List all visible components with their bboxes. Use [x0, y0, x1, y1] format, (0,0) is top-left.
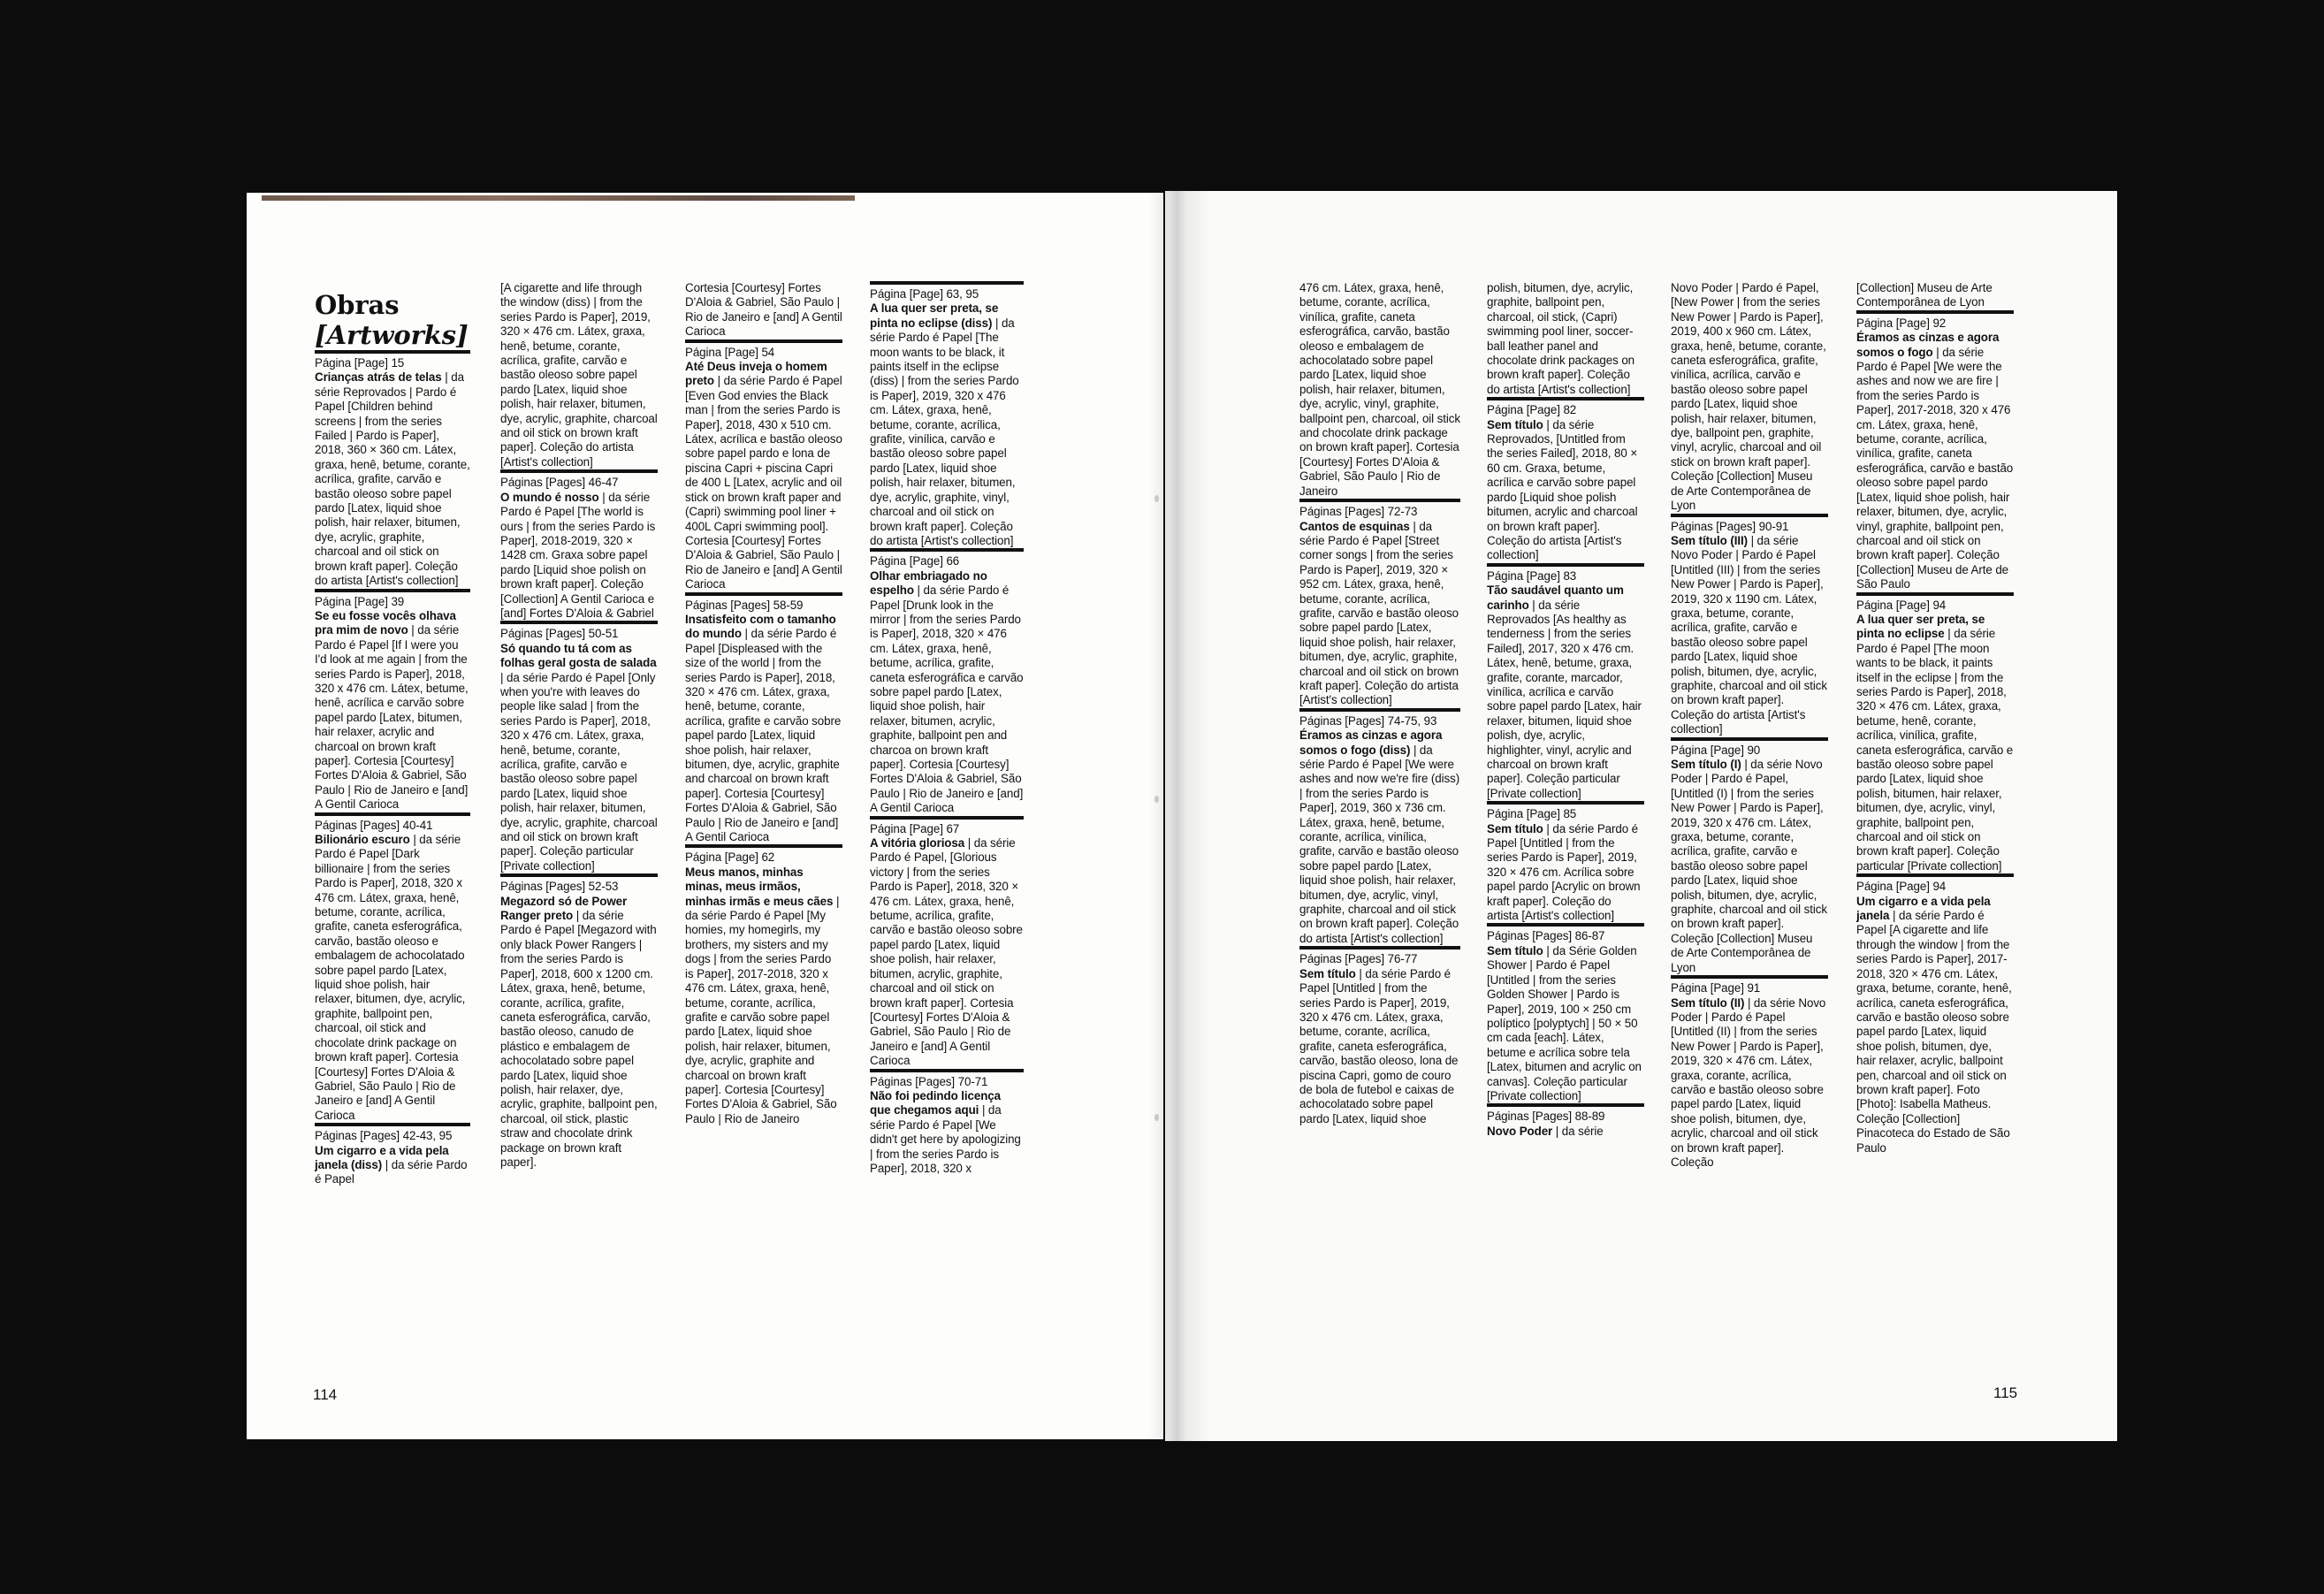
artwork-entry [870, 548, 1024, 815]
entry-description: | da série Pardo é Papel [Displeased with the size of the world | from the series Pardo is Paper], 2018, 320 × 476 cm. Látex, graxa, henê, betume, corante, acrílica, grafite e carvão sobre papel pardo [Latex, liquid shoe polish, hair relaxer, bitumen, dye, acrylic, graphite and charcoal on brown kraft paper]. Cortesia [Courtesy] Fortes D'Aloia & Gabriel, São Paulo | Rio de Janeiro e [and] A Gentil Carioca [685, 627, 842, 844]
artwork-entry [500, 621, 658, 873]
entry-page-reference: Páginas [Pages] 42-43, 95 [315, 1129, 453, 1143]
artwork-entry [500, 873, 658, 1170]
entry-description: | da série Pardo é Papel [315, 1157, 468, 1186]
entry-description: | da série Pardo é Papel [Even God envies the Black man | from the series Pardo is Paper], 2018, 430 x 510 cm. Látex, acrílica e bastão oleoso sobre papel pardo e lona de piscina Capri + piscina Capri de 400 L [Latex, acrylic and oil stick on brown kraft paper and (Capri) swimming pool liner + 400L Capri swimming pool]. Cortesia [Courtesy] Fortes D'Aloia & Gabriel, São Paulo | Rio de Janeiro e [and] A Gentil Carioca [685, 374, 842, 591]
artwork-entry [685, 281, 842, 339]
artwork-entry [1299, 946, 1460, 1126]
artwork-entry [1487, 923, 1644, 1103]
artwork-entry [315, 350, 470, 589]
artwork-entry [1487, 397, 1644, 562]
entry-artwork-title: A lua quer ser preta, se pinta no eclipse [1856, 612, 1985, 641]
binding-hole [1154, 1114, 1159, 1121]
entry-description: | da Série Golden Shower | Pardo é Papel [Untitled | from the series Golden Shower | Pardo is Paper], 2019, 100 × 250 cm políptico [polyptych] | 50 × 50 cm cada [each]. Látex, betume e acrílica sobre tela [Latex, bitumen and acrylic on canvas]. Coleção particular [Private collection] [1487, 943, 1642, 1102]
entry-page-reference: Página [Page] 54 [685, 345, 775, 359]
text-column [1487, 281, 1644, 1139]
entry-artwork-title: Sem título [1487, 417, 1543, 431]
entry-page-reference: Página [Page] 39 [315, 594, 405, 608]
entry-page-reference: Páginas [Pages] 58-59 [685, 598, 804, 612]
entry-description: | da série Pardo é Papel [We were the ashes and now we are fire | from the series Pardo is Paper], 2017-2018, 320 x 476 cm. Látex, graxa, henê, betume, corante, acrílica, vinílica, grafite, caneta esferográfica, carvão e bastão oleoso sobre papel pardo [Latex, liquid shoe polish, hair relaxer, bitumen, dye, acrylic, vinyl, graphite, ballpoint pen, charcoal and oil stick on brown kraft paper]. Coleção [Collection] Museu de Arte de São Paulo [1856, 345, 2014, 591]
entry-page-reference: Página [Page] 94 [1856, 880, 1947, 894]
entry-page-reference: Páginas [Pages] 72-73 [1299, 505, 1418, 519]
entry-artwork-title: Insatisfeito com o tamanho do mundo [685, 612, 836, 641]
text-column [870, 281, 1024, 1176]
text-column [315, 290, 470, 1187]
entry-artwork-title: Não foi pedindo licença que chegamos aqui [870, 1088, 1001, 1117]
entry-page-reference: Página [Page] 85 [1487, 807, 1577, 821]
entry-page-reference: Página [Page] 92 [1856, 316, 1947, 330]
artwork-entry [1856, 592, 2014, 874]
entry-artwork-title: Só quando tu tá com as folhas geral gosta de salada [500, 641, 657, 670]
section-title: Obras [315, 290, 400, 320]
text-column [1299, 281, 1460, 1126]
entry-page-reference: Página [Page] 91 [1671, 981, 1761, 995]
entry-description: | da série Pardo é Papel [The world is ours | from the series Pardo is Paper], 2018-2019, 320 × 1428 cm. Graxa sobre papel pardo [Liquid shoe polish on brown kraft paper]. Coleção [Collection] A Gentil Carioca e [and] Fortes D'Aloia & Gabriel [500, 490, 656, 620]
entry-artwork-title: Olhar embriagado no espelho [870, 568, 987, 598]
entry-description: | da série Pardo é Papel [We didn't get here by apologizing | from the series Pardo is Paper], 2018, 320 x [870, 1103, 1021, 1175]
entry-artwork-title: Um cigarro e a vida pela janela (diss) [315, 1143, 449, 1171]
entry-description: | da série Pardo é Papel [Dark billionaire | from the series Pardo is Paper], 2018, 320 x 476 cm. Látex, graxa, henê, betume, corante, acrílica, grafite, caneta esferográfica, carvão, bastão oleoso e embalagem de achocolatado sobre papel pardo [Latex, liquid shoe polish, hair relaxer, bitumen, dye, acrylic, graphite, ballpoint pen, charcoal, oil stick and chocolate drink package on brown kraft paper]. Cortesia [Courtesy] Fortes D'Aloia & Gabriel, São Paulo | Rio de Janeiro e [and] A Gentil Carioca [315, 833, 466, 1122]
artwork-entry [315, 589, 470, 812]
artwork-entry [1856, 873, 2014, 1155]
entry-artwork-title: Novo Poder [1487, 1124, 1553, 1138]
binding-hole [1154, 796, 1159, 803]
artwork-entry [1671, 737, 1828, 976]
entry-description: | da série Pardo é Papel, [Glorious victory | from the series Pardo is Paper], 2018, 320 × 476 cm. Látex, graxa, henê, betume, acrílica, grafite, carvão e bastão oleoso sobre papel pardo [Latex, liquid shoe polish, hair relaxer, bitumen, acrylic, graphite, charcoal and oil stick on brown kraft paper]. Cortesia [Courtesy] Fortes D'Aloia & Gabriel, São Paulo | Rio de Janeiro e [and] A Gentil Carioca [870, 836, 1023, 1068]
entry-description: Novo Poder | Pardo é Papel, [New Power | from the series New Power | Pardo is Paper], 2019, 400 x 960 cm. Látex, graxa, henê, betume, corante, caneta esferográfica, grafite, vinílica, acrílica, carvão e bastão oleoso sobre papel pardo [Latex, liquid shoe polish, hair relaxer, bitumen, dye, ballpoint pen, graphite, vinyl, acrylic, charcoal and oil stick on brown kraft paper]. Coleção [Collection] Museu de Arte Contemporânea de Lyon [1671, 281, 1826, 513]
entry-description: | da série [1555, 1124, 1604, 1138]
artwork-entry [1487, 563, 1644, 802]
entry-artwork-title: Sem título (II) [1671, 995, 1745, 1010]
artwork-entry [1299, 499, 1460, 708]
entry-page-reference: Páginas [Pages] 70-71 [870, 1074, 988, 1088]
entry-description: [A cigarette and life through the window (diss) | from the series Pardo is Paper], 2019, 320 × 476 cm. Látex, graxa, henê, betume, corante, acrílica, grafite, carvão e bastão oleoso sobre papel pardo [Latex, liquid shoe polish, hair relaxer, bitumen, dye, acrylic, graphite, charcoal and oil stick on brown kraft paper]. Coleção do artista [Artist's collection] [500, 281, 658, 469]
artwork-entry [870, 281, 1024, 548]
artwork-entry [1671, 975, 1828, 1170]
section-heading [315, 290, 470, 350]
artwork-entry [1856, 281, 2014, 310]
page-number-right: 115 [1993, 1384, 2018, 1401]
entry-artwork-title: A lua quer ser preta, se pinta no eclipse (diss) [870, 301, 999, 330]
artwork-entry [685, 592, 842, 845]
entry-description: | da série Pardo é Papel [The moon wants to be black, it paints itself in the eclipse | from the series Pardo is Paper], 2018, 320 × 476 cm. Látex, graxa, betume, henê, corante, acrílica, vinílica, grafite, caneta esferográfica, carvão e bastão oleoso sobre papel pardo [Latex, liquid shoe polish, bitumen, hair relaxer, bitumen, dye, acrylic, vinyl, graphite, ballpoint pen, charcoal and oil stick on brown kraft paper]. Coleção particular [Private collection] [1856, 627, 2014, 873]
entry-artwork-title: Megazord só de Power Ranger preto [500, 894, 628, 923]
entry-description: | da série Pardo é Papel [A cigarette and life through the window | from the series Pardo is Paper], 2017-2018, 320 × 476 cm. Látex, graxa, betume, corante, henê, acrílica, caneta esferográfica, carvão e bastão oleoso sobre papel pardo [Latex, liquid shoe polish, bitumen, dye, hair relaxer, acrylic, ballpoint pen, charcoal and oil stick on brown kraft paper]. Foto [Photo]: Isabella Matheus. Coleção [Collection] Pinacoteca do Estado de São Paulo [1856, 909, 2012, 1155]
entry-page-reference: Páginas [Pages] 52-53 [500, 880, 619, 894]
entry-description: | da série Pardo é Papel [Street corner songs | from the series Pardo is Paper], 2019, 320 × 952 cm. Látex, graxa, henê, betume, corante, acrílica, grafite, carvão e bastão oleoso sobre papel pardo [Latex, liquid shoe polish, hair relaxer, bitumen, dye, acrylic, graphite, charcoal and oil stick on brown kraft paper]. Coleção do artista [Artist's collection] [1299, 519, 1459, 707]
entry-page-reference: Páginas [Pages] 46-47 [500, 476, 619, 490]
entry-artwork-title: Éramos as cinzas e agora somos o fogo (diss) [1299, 728, 1443, 757]
entry-description: polish, bitumen, dye, acrylic, graphite, ballpoint pen, charcoal, oil stick, (Capri) swimming pool liner, soccer-ball leather panel and chocolate drink packages on brown kraft paper]. Coleção do artista [Artist's collection] [1487, 281, 1635, 396]
section-title-translation: [Artworks] [315, 320, 469, 350]
text-column [500, 281, 658, 1170]
artwork-entry [1856, 310, 2014, 592]
entry-page-reference: Páginas [Pages] 88-89 [1487, 1110, 1605, 1124]
entry-description: | da série Reprovados, [Untitled from the series Failed], 2018, 80 × 60 cm. Graxa, betume, acrílica e carvão sobre papel pardo [Liquid shoe polish bitumen, acrylic and charcoal on brown kraft paper]. Coleção do artista [Artist's collection] [1487, 417, 1638, 562]
artwork-entry [685, 339, 842, 592]
entry-description: | da série Novo Poder | Pardo é Papel [Untitled (III) | from the series New Power | Pardo is Paper], 2019, 320 x 1190 cm. Látex, graxa, betume, corante, acrílica, grafite, carvão e bastão oleoso sobre papel pardo [Latex, liquid shoe polish, bitumen, dye, acrylic, graphite, charcoal and oil stick on brown kraft paper]. Coleção do artista [Artist's collection] [1671, 533, 1827, 736]
entry-artwork-title: Sem título [1487, 821, 1543, 835]
entry-description: | da série Pardo é Papel [The moon wants to be black, it paints itself in the eclipse (diss) | from the series Pardo is Paper], 2019, 320 x 476 cm. Látex, graxa, henê, betume, corante, acrílica, grafite, vinílica, carvão e bastão oleoso sobre papel pardo [Latex, liquid shoe polish, hair relaxer, bitumen, dye, acrylic, graphite, vinyl, charcoal and oil stick on brown kraft paper]. Coleção do artista [Artist's collection] [870, 316, 1019, 547]
entry-description: | da série Pardo é Papel [Untitled | from the series Pardo is Paper], 2019, 320 × 476 cm. Acrílica sobre papel pardo [Acrylic on brown kraft paper]. Coleção do artista [Artist's collection] [1487, 821, 1641, 923]
entry-page-reference: Páginas [Pages] 50-51 [500, 627, 619, 641]
entry-description: Cortesia [Courtesy] Fortes D'Aloia & Gabriel, São Paulo | Rio de Janeiro e [and] A Gentil Carioca [685, 281, 842, 339]
entry-description: | da série Pardo é Papel [Megazord with only black Power Rangers | from the series Pardo is Paper], 2018, 600 x 1200 cm. Látex, graxa, henê, betume, corante, acrílica, grafite, caneta esferográfica, carvão, bastão oleoso, canudo de plástico e embalagem de achocolatado sobre papel pardo [Latex, liquid shoe polish, hair relaxer, dye, acrylic, graphite, ballpoint pen, charcoal, oil stick, plastic straw and chocolate drink package on brown kraft paper]. [500, 909, 658, 1169]
artwork-entry [870, 816, 1024, 1069]
artwork-entry [315, 812, 470, 1124]
artwork-entry [500, 281, 658, 469]
artwork-entry [1299, 708, 1460, 947]
entry-description: | da série Reprovados [As healthy as tenderness | from the series Failed], 2017, 320 x 476 cm. Látex, henê, betume, graxa, grafite, corante, marcador, vinílica, acrílica e carvão sobre papel pardo [Latex, hair relaxer, bitumen, liquid shoe polish, dye, acrylic, highlighter, vinyl, acrylic and charcoal on brown kraft paper]. Coleção particular [Private collection] [1487, 598, 1642, 800]
artwork-entry [1671, 514, 1828, 737]
entry-artwork-title: Meus manos, minhas minas, meus irmãos, minhas irmãs e meus cães [685, 865, 834, 908]
entry-artwork-title: Sem título [1487, 943, 1543, 957]
entry-page-reference: Páginas [Pages] 86-87 [1487, 929, 1605, 943]
entry-artwork-title: O mundo é nosso [500, 490, 599, 504]
artwork-entry [1671, 281, 1828, 514]
entry-page-reference: Páginas [Pages] 76-77 [1299, 952, 1418, 966]
text-column [685, 281, 842, 1126]
entry-artwork-title: Bilionário escuro [315, 833, 410, 846]
entry-page-reference: Páginas [Pages] 90-91 [1671, 519, 1789, 533]
text-column [1856, 281, 2014, 1155]
entry-page-reference: Página [Page] 67 [870, 821, 960, 835]
entry-page-reference: Páginas [Pages] 40-41 [315, 818, 433, 832]
entry-description: | da série Pardo é Papel [Drunk look in the mirror | from the series Pardo is Paper], 2018, 320 × 476 cm. Látex, graxa, henê, betume, acrílica, grafite, caneta esferográfica e carvão sobre papel pardo [Latex, liquid shoe polish, hair relaxer, bitumen, acrylic, graphite, ballpoint pen and charcoa on brown kraft paper]. Cortesia [Courtesy] Fortes D'Aloia & Gabriel, São Paulo | Rio de Janeiro e [and] A Gentil Carioca [870, 583, 1024, 815]
artwork-entry [1487, 801, 1644, 923]
entry-artwork-title: Crianças atrás de telas [315, 370, 442, 385]
entry-artwork-title: Cantos de esquinas [1299, 519, 1410, 533]
artwork-entry [870, 1069, 1024, 1177]
entry-artwork-title: A vitória gloriosa [870, 836, 965, 850]
entry-page-reference: Página [Page] 94 [1856, 598, 1947, 612]
entry-artwork-title: Tão saudável quanto um carinho [1487, 583, 1624, 612]
entry-page-reference: Página [Page] 62 [685, 850, 775, 865]
entry-description: | da série Pardo é Papel [If I were you I'd look at me again | from the series Pardo is Paper], 2018, 320 x 476 cm. Látex, betume, henê, acrílica e carvão sobre papel pardo [Latex, bitumen, hair relaxer, acrylic and charcoal on brown kraft paper]. Cortesia [Courtesy] Fortes D'Aloia & Gabriel, São Paulo | Rio de Janeiro e [and] A Gentil Carioca [315, 623, 469, 812]
entry-page-reference: Página [Page] 66 [870, 554, 960, 568]
artwork-entry [315, 1123, 470, 1187]
entry-page-reference: Página [Page] 63, 95 [870, 287, 979, 301]
entry-page-reference: Páginas [Pages] 74-75, 93 [1299, 713, 1437, 728]
entry-description: | da série Pardo é Papel [Only when you're with leaves do people like salad | from the series Pardo is Paper], 2018, 320 x 476 cm. Látex, graxa, henê, betume, corante, acrílica, grafite, carvão e bastão oleoso sobre papel pardo [Latex, liquid shoe polish, hair relaxer, bitumen, dye, acrylic, graphite, charcoal and oil stick on brown kraft paper]. Coleção particular [Private collection] [500, 670, 658, 873]
entry-page-reference: Página [Page] 83 [1487, 568, 1577, 583]
artwork-entry [1299, 281, 1460, 499]
entry-description: | da série Novo Poder | Pardo é Papel, [Untitled (I) | from the series New Power | Pardo is Paper], 2019, 320 x 476 cm. Látex, graxa, betume, corante, acrílica, grafite, carvão e bastão oleoso sobre papel pardo [Latex, liquid shoe polish, bitumen, dye, acrylic, graphite, charcoal and oil stick on brown kraft paper]. Coleção [Collection] Museu de Arte Contemporânea de Lyon [1671, 758, 1827, 974]
entry-description: | da série Reprovados | Pardo é Papel [Children behind screens | from the series Failed | Pardo is Paper], 2018, 360 × 360 cm. Látex, graxa, henê, betume, corante, acrílica, grafite, carvão e bastão oleoso sobre papel pardo [Latex, liquid shoe polish, hair relaxer, bitumen, dye, acrylic, graphite, charcoal and oil stick on brown kraft paper]. Coleção do artista [Artist's collection] [315, 370, 470, 588]
artwork-entry [685, 844, 842, 1126]
entry-artwork-title: Sem título [1299, 966, 1356, 980]
previous-page-photo-edge [262, 195, 855, 201]
artwork-entry [500, 469, 658, 621]
entry-page-reference: Página [Page] 82 [1487, 403, 1577, 417]
entry-artwork-title: Até Deus inveja o homem preto [685, 360, 827, 388]
entry-page-reference: Página [Page] 90 [1671, 743, 1761, 757]
entry-description: 476 cm. Látex, graxa, henê, betume, corante, acrílica, vinílica, grafite, caneta esferográfica, carvão, bastão oleoso e embalagem de achocolatado sobre papel pardo [Latex, liquid shoe polish, hair relaxer, bitumen, dye, acrylic, vinyl, graphite, ballpoint pen, charcoal, oil stick and chocolate drink package on brown kraft paper]. Cortesia [Courtesy] Fortes D'Aloia & Gabriel, São Paulo | Rio de Janeiro [1299, 281, 1460, 498]
artwork-entry [1487, 281, 1644, 397]
entry-artwork-title: Um cigarro e a vida pela janela [1856, 894, 1991, 923]
artwork-entry [1487, 1103, 1644, 1139]
page-number-left: 114 [313, 1386, 338, 1403]
text-column [1671, 281, 1828, 1170]
entry-artwork-title: Se eu fosse vocês olhava pra mim de novo [315, 608, 456, 637]
entry-description: | da série Pardo é Papel [Untitled | from the series Pardo is Paper], 2019, 320 x 476 cm. Látex, graxa, betume, corante, acrílica, grafite, caneta esferográfica, carvão, bastão oleoso, lona de piscina Capri, gomo de couro de bola de futebol e caixas de achocolatado sobre papel pardo [Latex, liquid shoe [1299, 966, 1459, 1125]
entry-artwork-title: Sem título (I) [1671, 758, 1741, 771]
entry-description: [Collection] Museu de Arte Contemporânea de Lyon [1856, 281, 1993, 309]
entry-page-reference: Página [Page] 15 [315, 356, 405, 370]
binding-hole [1154, 495, 1159, 502]
entry-description: | da série Pardo é Papel [We were ashes and now we're fire (diss) | from the series Pardo is Paper], 2019, 360 x 736 cm. Látex, graxa, henê, betume, corante, acrílica, vinílica, grafite, carvão e bastão oleoso sobre papel pardo [Latex, liquid shoe polish, hair relaxer, bitumen, dye, acrylic, vinyl, graphite, charcoal and oil stick on brown kraft paper]. Coleção do artista [Artist's collection] [1299, 743, 1460, 945]
entry-artwork-title: Éramos as cinzas e agora somos o fogo [1856, 331, 2000, 359]
entry-description: | da série Pardo é Papel [My homies, my homegirls, my brothers, my sisters and my dogs | from the series Pardo is Paper], 2017-2018, 320 x 476 cm. Látex, graxa, henê, betume, corante, acrílica, grafite e carvão sobre papel pardo [Latex, liquid shoe polish, hair relaxer, bitumen, dye, acrylic, graphite and charcoal on brown kraft paper]. Cortesia [Courtesy] Fortes D'Aloia & Gabriel, São Paulo | Rio de Janeiro [685, 894, 840, 1125]
entry-description: | da série Novo Poder | Pardo é Papel [Untitled (II) | from the series New Power | Pardo is Paper], 2019, 320 × 476 cm. Látex, graxa, corante, acrílica, carvão e bastão oleoso sobre papel pardo [Latex, liquid shoe polish, bitumen, dye, acrylic, charcoal and oil stick on brown kraft paper]. Coleção [1671, 995, 1826, 1169]
entry-artwork-title: Sem título (III) [1671, 533, 1748, 547]
